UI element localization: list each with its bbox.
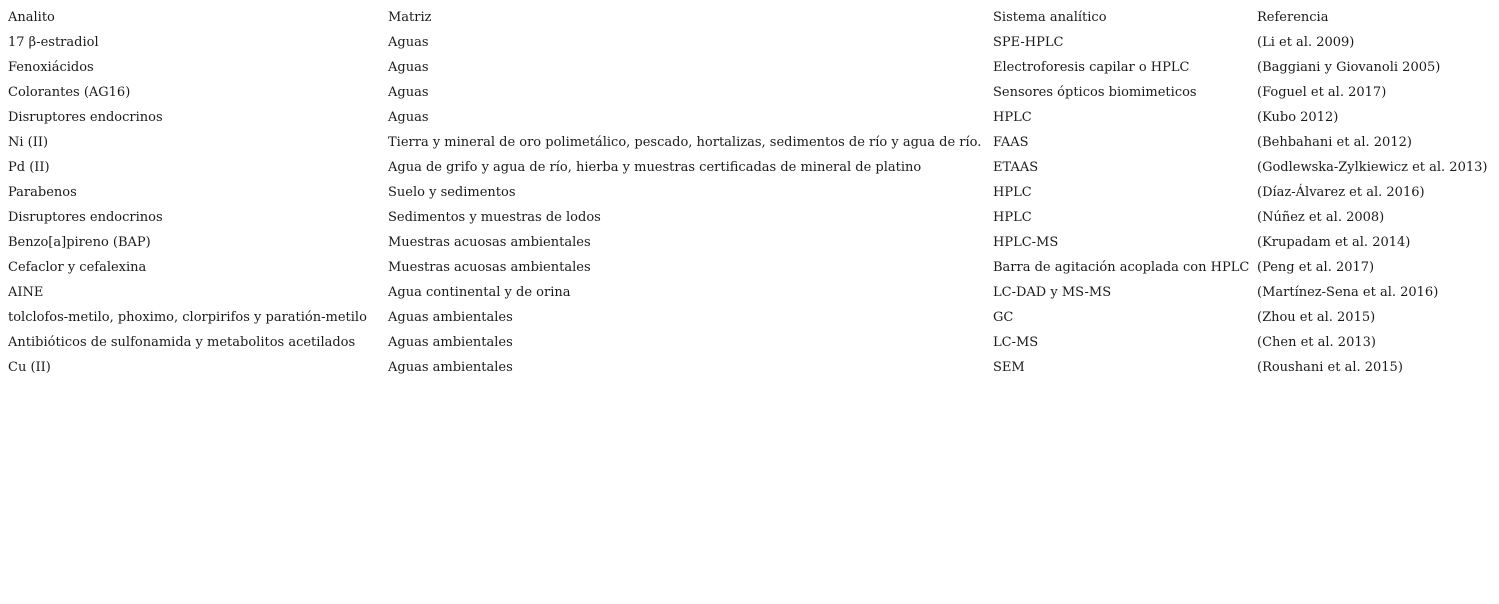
cell-analito: Disruptores endocrinos bbox=[8, 210, 163, 225]
table-row bbox=[8, 105, 1493, 130]
cell-matriz: Tierra y mineral de oro polimetálico, pescado, hortalizas, sedimentos de río y agua de río. bbox=[388, 135, 982, 150]
cell-referencia: (Roushani et al. 2015) bbox=[1257, 360, 1403, 375]
table-row bbox=[8, 330, 1493, 355]
header-analito: Analito bbox=[8, 10, 55, 25]
cell-matriz: Aguas ambientales bbox=[388, 360, 513, 375]
cell-matriz: Suelo y sedimentos bbox=[388, 185, 516, 200]
table-row bbox=[8, 255, 1493, 280]
table-row bbox=[8, 55, 1493, 80]
cell-referencia: (Li et al. 2009) bbox=[1257, 35, 1355, 50]
cell-sistema-analitico: Sensores ópticos biomimeticos bbox=[993, 85, 1197, 100]
cell-analito: Cu (II) bbox=[8, 360, 51, 375]
cell-analito: Colorantes (AG16) bbox=[8, 85, 131, 100]
cell-referencia: (Zhou et al. 2015) bbox=[1257, 310, 1376, 325]
cell-analito: Antibióticos de sulfonamida y metabolitos acetilados bbox=[8, 335, 356, 350]
header-matriz: Matriz bbox=[388, 10, 432, 25]
cell-matriz: Muestras acuosas ambientales bbox=[388, 235, 591, 250]
cell-matriz: Muestras acuosas ambientales bbox=[388, 260, 591, 275]
cell-matriz: Aguas bbox=[388, 60, 429, 75]
cell-matriz: Aguas bbox=[388, 35, 429, 50]
cell-sistema-analitico: HPLC bbox=[993, 210, 1032, 225]
cell-referencia: (Díaz-Álvarez et al. 2016) bbox=[1257, 185, 1425, 200]
cell-referencia: (Foguel et al. 2017) bbox=[1257, 85, 1387, 100]
cell-analito: Parabenos bbox=[8, 185, 77, 200]
cell-referencia: (Godlewska-Zylkiewicz et al. 2013) bbox=[1257, 160, 1488, 175]
cell-matriz: Agua continental y de orina bbox=[388, 285, 571, 300]
cell-sistema-analitico: LC-MS bbox=[993, 335, 1039, 350]
cell-sistema-analitico: LC-DAD y MS-MS bbox=[993, 285, 1112, 300]
table-row bbox=[8, 230, 1493, 255]
cell-analito: Benzo[a]pireno (BAP) bbox=[8, 235, 151, 250]
cell-analito: Cefaclor y cefalexina bbox=[8, 260, 147, 275]
cell-referencia: (Peng et al. 2017) bbox=[1257, 260, 1375, 275]
cell-referencia: (Kubo 2012) bbox=[1257, 110, 1339, 125]
table-row bbox=[8, 30, 1493, 55]
cell-analito: tolclofos-metilo, phoximo, clorpirifos y paratión-metilo bbox=[8, 310, 367, 325]
cell-sistema-analitico: Electroforesis capilar o HPLC bbox=[993, 60, 1190, 75]
cell-matriz: Aguas ambientales bbox=[388, 310, 513, 325]
table-row bbox=[8, 305, 1493, 330]
cell-analito: Disruptores endocrinos bbox=[8, 110, 163, 125]
table-header-row bbox=[8, 5, 1493, 30]
header-referencia: Referencia bbox=[1257, 10, 1329, 25]
cell-sistema-analitico: Barra de agitación acoplada con HPLC bbox=[993, 260, 1250, 275]
table-row bbox=[8, 80, 1493, 105]
cell-matriz: Aguas bbox=[388, 110, 429, 125]
table-body bbox=[8, 30, 1493, 380]
cell-analito: AINE bbox=[8, 285, 44, 300]
cell-matriz: Sedimentos y muestras de lodos bbox=[388, 210, 601, 225]
table-row bbox=[8, 205, 1493, 230]
cell-analito: Ni (II) bbox=[8, 135, 49, 150]
cell-matriz: Aguas ambientales bbox=[388, 335, 513, 350]
cell-analito: Fenoxiácidos bbox=[8, 60, 94, 75]
cell-sistema-analitico: FAAS bbox=[993, 135, 1029, 150]
cell-sistema-analitico: HPLC-MS bbox=[993, 235, 1059, 250]
table-row bbox=[8, 180, 1493, 205]
cell-analito: Pd (II) bbox=[8, 160, 50, 175]
cell-sistema-analitico: ETAAS bbox=[993, 160, 1039, 175]
header-sistema-analitico: Sistema analítico bbox=[993, 10, 1107, 25]
cell-referencia: (Núñez et al. 2008) bbox=[1257, 210, 1385, 225]
table-row bbox=[8, 355, 1493, 380]
cell-sistema-analitico: SEM bbox=[993, 360, 1025, 375]
cell-sistema-analitico: GC bbox=[993, 310, 1014, 325]
cell-sistema-analitico: HPLC bbox=[993, 185, 1032, 200]
analyte-table bbox=[8, 5, 1493, 380]
cell-analito: 17 β-estradiol bbox=[8, 35, 99, 50]
cell-referencia: (Krupadam et al. 2014) bbox=[1257, 235, 1411, 250]
cell-sistema-analitico: SPE-HPLC bbox=[993, 35, 1064, 50]
table-row bbox=[8, 155, 1493, 180]
cell-referencia: (Baggiani y Giovanoli 2005) bbox=[1257, 60, 1441, 75]
cell-referencia: (Martínez-Sena et al. 2016) bbox=[1257, 285, 1439, 300]
table-row bbox=[8, 280, 1493, 305]
cell-matriz: Agua de grifo y agua de río, hierba y muestras certificadas de mineral de platino bbox=[388, 160, 922, 175]
cell-referencia: (Chen et al. 2013) bbox=[1257, 335, 1376, 350]
cell-matriz: Aguas bbox=[388, 85, 429, 100]
cell-referencia: (Behbahani et al. 2012) bbox=[1257, 135, 1412, 150]
table-row bbox=[8, 130, 1493, 155]
cell-sistema-analitico: HPLC bbox=[993, 110, 1032, 125]
